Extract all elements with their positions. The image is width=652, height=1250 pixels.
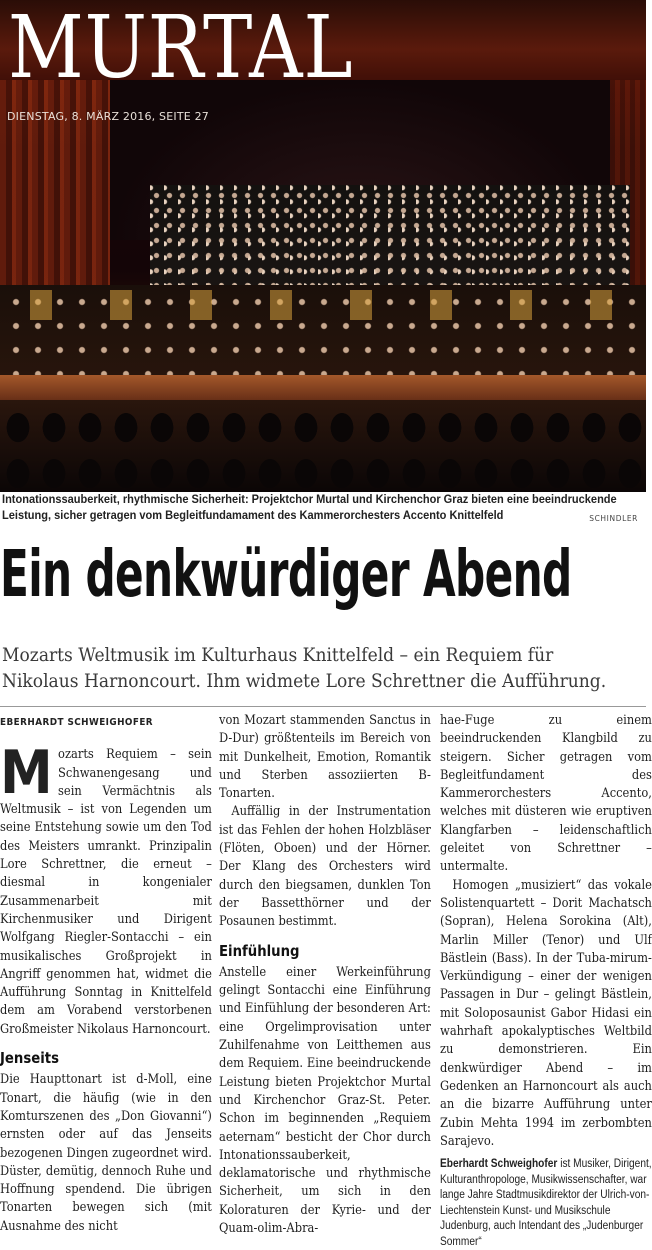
- article-column-3: [440, 712, 652, 1248]
- paragraph: [0, 738, 212, 1039]
- headline: Ein denkwürdiger Abend: [0, 538, 572, 612]
- paragraph: Auffällig in der Instrumentation ist das Fehlen der hohen Holzbläser (Flöten, Oboen) und der Hörner. Der Klang des Orchesters wird durch den biegsamen, dunklen Ton der Bassetthörner und der Posaunen bestimmt.: [219, 804, 431, 930]
- paragraph-text: ozarts Requiem – sein Schwanengesang und sein Vermächtnis als Weltmusik – ist von Legenden um seine Entstehung sowie um den Tod des Meisters umrankt. Prinzipalin Lore Schrettner, die erneut – diesmal in kongenialer Zusammenarbeit mit Kirchenmusiker und Dirigent Wolfgang Riegler-Sontacchi – ein musikalisches Großprojekt in Angriff genommen hat, widmet die Aufführung Sonntag in Knittelfeld dem am Vorabend verstorbenen Großmeister Nikolaus Harnoncourt.: [0, 747, 212, 1037]
- subheadline: Mozarts Weltmusik im Kulturhaus Knittelfeld – ein Requiem für Nikolaus Harnoncourt. Ihm widmete Lore Schrettner die Aufführung.: [2, 644, 607, 692]
- article-column-1: [0, 712, 212, 1234]
- dropcap: M: [0, 738, 53, 809]
- article-column-2: [219, 712, 431, 1237]
- concert-photo: [0, 0, 646, 492]
- author-name: Eberhardt Schweighofer: [440, 1158, 558, 1171]
- paragraph: Homogen „musiziert“ das vokale Solistenquartett – Dorit Machatsch (Sopran), Helena Sorokina (Alt), Marlin Miller (Tenor) und Ulf Bästlein (Bass). In der Tuba-mirum-Verkündigung – einer der wenigen Passagen in Dur – gelingt Bästlein, mit Soloposaunist Gabor Hidasi ein wahrhaft apokalyptisches Weltbild zu demonstrieren. Ein denkwürdiger Abend – im Gedenken an Harnoncourt als auch an die bizarre Aufführung unter Zubin Mehta 1994 im zerbombten Sarajevo.: [440, 877, 652, 1149]
- dateline: DIENSTAG, 8. MÄRZ 2016, SEITE 27: [7, 110, 209, 123]
- music-stands: [0, 290, 646, 320]
- photo-caption: Intonationssauberkeit, rhythmische Sicherheit: Projektchor Murtal und Kirchenchor Graz bieten eine beeindruckende Leistung, sicher getragen vom Begleitfundamament des Kammerorchesters Accento Knittelfeld: [2, 492, 617, 522]
- paragraph: Anstelle einer Werkeinführung gelingt Sontacchi eine Einführung und Einfühlung der besonderen Art: eine Orgelimprovisation unter Zuhilfenahme von Leitthemen aus dem Requiem. Eine beeindruckende Leistung bieten Projektchor Murtal und Kirchenchor Graz-St. Peter. Schon im beginnenden „Requiem aeternam“ besticht der Chor durch Intonationssauberkeit, deklamatorische und rhythmische Sicherheit, um sich in den Koloraturen der Kyrie- und der Quam-olim-Abra-: [219, 964, 431, 1237]
- audience: [0, 400, 646, 492]
- paragraph: von Mozart stammenden Sanctus in D-Dur) größtenteils im Bereich von mit Dunkelheit, Emotion, Romantik und Sterben assoziierten B-Tonarten.: [219, 713, 431, 802]
- section-heading: Jenseits: [0, 1049, 59, 1068]
- paragraph: hae-Fuge zu einem beeindruckenden Klangbild zu steigern. Sicher getragen vom Begleitfundament des Kammerorchesters Accento, welches mit düsteren wie eruptiven Klangfarben – leidenschaftlich geleitet von Schrettner – untermalte.: [440, 713, 652, 875]
- paragraph: Die Haupttonart ist d-Moll, eine Tonart, die häufig (wie in den Komturszenen des „Don Giovanni“) ernsten oder auf das Jenseits bezogenen Dingen zugeordnet wird. Düster, demütig, dennoch Ruhe und Hoffnung spendend. Die übrigen Tonarten bewegen sich (mit Ausnahme des nicht: [0, 1072, 212, 1234]
- byline: EBERHARDT SCHWEIGHOFER: [0, 717, 154, 728]
- author-bio: [440, 1157, 652, 1250]
- divider: [0, 706, 646, 707]
- section-heading: Einfühlung: [219, 941, 300, 960]
- photo-credit: SCHINDLER: [589, 514, 638, 523]
- masthead: MURTAL: [8, 0, 354, 98]
- author-bio-text: ist Musiker, Dirigent, Kulturanthropologe, Musikwissenschafter, war lange Jahre Stadtmusikdirektor der Ulrich-von-Liechtenstein Kunst- und Musikschule Judenburg, auch Intendant des „Judenburger Sommer“: [440, 1158, 652, 1248]
